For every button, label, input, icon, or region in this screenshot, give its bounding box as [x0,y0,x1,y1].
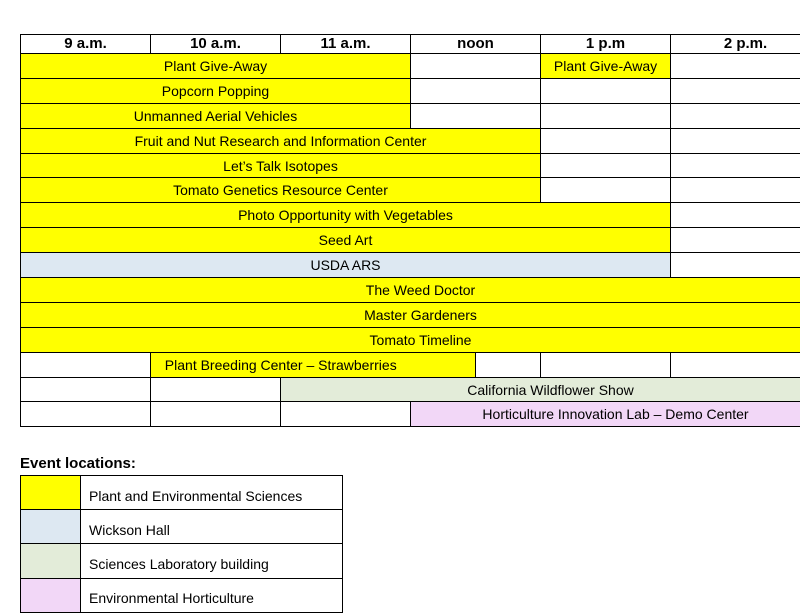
empty-cell [411,78,541,103]
event-usda-ars: USDA ARS [21,253,671,278]
event-plant-give-away-afternoon: Plant Give-Away [541,54,671,79]
empty-cell [671,178,800,203]
empty-cell [541,153,671,178]
legend-row [21,578,343,612]
table-row [21,253,800,278]
table-row [21,128,800,153]
header-2pm: 2 p.m. [671,35,800,54]
empty-cell [541,78,671,103]
event-tomato-timeline: Tomato Timeline [21,327,800,352]
empty-cell [541,103,671,128]
table-row [21,377,800,402]
table-row [21,228,800,253]
legend-swatch-green [21,544,81,578]
legend-title: Event locations: [20,455,136,472]
event-plant-breeding-strawberries-extension [411,352,476,377]
event-plant-give-away-morning: Plant Give-Away [21,54,411,79]
empty-cell [21,402,151,427]
empty-cell [21,377,151,402]
empty-cell [671,203,800,228]
empty-cell [476,352,541,377]
legend-label: Plant and Environmental Sciences [81,476,343,510]
table-row [21,203,800,228]
event-photo-opportunity: Photo Opportunity with Vegetables [21,203,671,228]
table-row [21,402,800,427]
event-plant-breeding-strawberries: Plant Breeding Center – Strawberries [151,352,411,377]
header-10am: 10 a.m. [151,35,281,54]
empty-cell [151,402,281,427]
event-weed-doctor: The Weed Doctor [21,278,800,303]
legend-label: Sciences Laboratory building [81,544,343,578]
table-row [21,78,800,103]
event-locations-legend [20,475,343,613]
event-california-wildflower-show: California Wildflower Show [281,377,800,402]
legend-row [21,544,343,578]
table-row [21,178,800,203]
legend-swatch-blue [21,510,81,544]
empty-cell [411,54,541,79]
table-row [21,302,800,327]
event-fruit-nut-research: Fruit and Nut Research and Information Center [21,128,541,153]
header-9am: 9 a.m. [21,35,151,54]
header-1pm: 1 p.m [541,35,671,54]
empty-cell [671,228,800,253]
legend-row [21,476,343,510]
event-seed-art: Seed Art [21,228,671,253]
table-row [21,54,800,79]
table-row [21,103,800,128]
event-master-gardeners: Master Gardeners [21,302,800,327]
empty-cell [411,103,541,128]
table-row [21,352,800,377]
header-11am: 11 a.m. [281,35,411,54]
header-noon: noon [411,35,541,54]
event-tomato-genetics: Tomato Genetics Resource Center [21,178,541,203]
empty-cell [281,402,411,427]
empty-cell [671,54,800,79]
event-popcorn-popping: Popcorn Popping [21,78,411,103]
event-lets-talk-isotopes: Let’s Talk Isotopes [21,153,541,178]
table-row [21,278,800,303]
empty-cell [671,78,800,103]
table-row [21,153,800,178]
empty-cell [671,153,800,178]
schedule-header-row [21,35,800,54]
empty-cell [151,377,281,402]
empty-cell [21,352,151,377]
table-row [21,327,800,352]
legend-swatch-yellow [21,476,81,510]
empty-cell [671,103,800,128]
empty-cell [541,178,671,203]
event-schedule-table [20,34,800,427]
empty-cell [671,352,800,377]
legend-row [21,510,343,544]
event-unmanned-aerial-vehicles: Unmanned Aerial Vehicles [21,103,411,128]
legend-label: Wickson Hall [81,510,343,544]
empty-cell [671,128,800,153]
legend-label: Environmental Horticulture [81,578,343,612]
legend-swatch-pink [21,578,81,612]
empty-cell [541,352,671,377]
empty-cell [671,253,800,278]
empty-cell [541,128,671,153]
event-horticulture-innovation-lab: Horticulture Innovation Lab – Demo Center [411,402,800,427]
